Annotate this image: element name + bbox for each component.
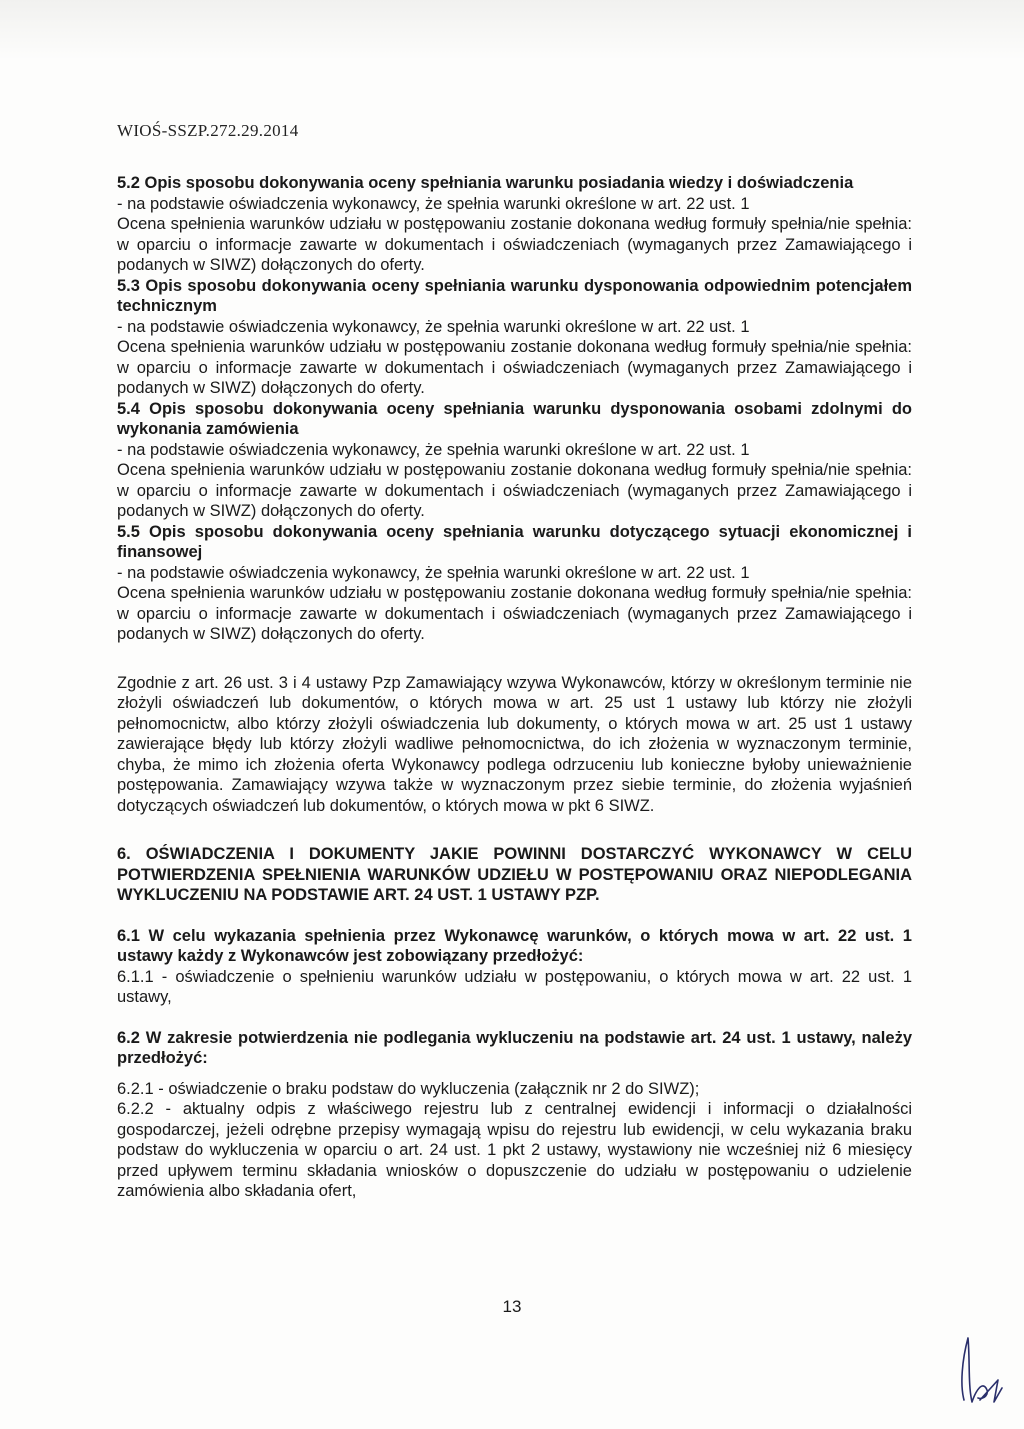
section-6-1-1: 6.1.1 - oświadczenie o spełnieniu warunków udziału w postępowaniu, o których mowa w art. 22 ust. 1 ustawy, [117, 967, 912, 1006]
paragraph-art-26: Zgodnie z art. 26 ust. 3 i 4 ustawy Pzp Zamawiający wzywa Wykonawców, którzy w określonym terminie nie złożyli oświadczeń lub dokumentów, o których mowa w art. 25 ust 1 ustawy lub którzy nie złożyli pełnomocnictw, albo którzy złożyli oświadczenia lub dokumenty, o których mowa w art. 25 ust 1 ustawy zawierające błędy lub którzy złożyli wadliwe pełnomocnictwa, do ich złożenia w wyznaczonym terminie, chyba, że mimo ich złożenia oferta Wykonawcy podlega odrzuceniu lub konieczne byłoby unieważnienie postępowania. Zamawiający wzywa także w wyznaczonym przez siebie terminie, do złożenia wyjaśnień dotyczących oświadczeń lub dokumentów, o których mowa w pkt 6 SIWZ. [117, 673, 912, 815]
section-5-3-basis: - na podstawie oświadczenia wykonawcy, że spełnia warunki określone w art. 22 ust. 1 [117, 317, 750, 336]
scan-shadow [0, 0, 1024, 60]
spacer [117, 816, 912, 844]
spacer [117, 1069, 912, 1079]
section-5-4-title: 5.4 Opis sposobu dokonywania oceny spełniania warunku dysponowania osobami zdolnymi do wykonania zamówienia [117, 399, 912, 438]
section-5-3-assessment: Ocena spełnienia warunków udziału w postępowaniu zostanie dokonana według formuły spełnia/nie spełnia: w oparciu o informacje zawarte w dokumentach i oświadczeniach (wymaganych przez Zamawiającego i podanych w SIWZ) dołączonych do oferty. [117, 338, 912, 397]
section-6-2-1: 6.2.1 - oświadczenie o braku podstaw do wykluczenia (załącznik nr 2 do SIWZ); [117, 1079, 700, 1098]
section-5-4-assessment: Ocena spełnienia warunków udziału w postępowaniu zostanie dokonana według formuły spełnia/nie spełnia: w oparciu o informacje zawarte w dokumentach i oświadczeniach (wymaganych przez Zamawiającego i podanych w SIWZ) dołączonych do oferty. [117, 461, 912, 520]
spacer [117, 906, 912, 926]
section-6-2-2: 6.2.2 - aktualny odpis z właściwego rejestru lub z centralnej ewidencji i informacji o działalności gospodarczej, jeżeli odrębne przepisy wymagają wpisu do rejestru lub ewidencji, w celu wykazania braku podstaw do wykluczenia w oparciu o art. 24 ust. 1 pkt 2 ustawy, wystawiony nie wcześniej niż 6 miesięcy przed upływem terminu składania wniosków o dopuszczenie do udziału w postępowaniu o udzielenie zamówienia albo składania ofert, [117, 1100, 912, 1200]
document-reference: WIOŚ-SSZP.272.29.2014 [117, 121, 299, 140]
spacer [117, 1008, 912, 1028]
section-5-2-assessment: Ocena spełnienia warunków udziału w postępowaniu zostanie dokonana według formuły spełnia/nie spełnia: w oparciu o informacje zawarte w dokumentach i oświadczeniach (wymaganych przez Zamawiającego i podanych w SIWZ) dołączonych do oferty. [117, 215, 912, 274]
document-body [117, 173, 912, 1202]
section-6-1-title: 6.1 W celu wykazania spełnienia przez Wykonawcę warunków, o których mowa w art. 22 ust. 1 ustawy każdy z Wykonawców jest zobowiązany przedłożyć: [117, 926, 912, 965]
spacer [117, 645, 912, 673]
section-5-5-assessment: Ocena spełnienia warunków udziału w postępowaniu zostanie dokonana według formuły spełnia/nie spełnia: w oparciu o informacje zawarte w dokumentach i oświadczeniach (wymaganych przez Zamawiającego i podanych w SIWZ) dołączonych do oferty. [117, 584, 912, 643]
section-5-2-title: 5.2 Opis sposobu dokonywania oceny spełniania warunku posiadania wiedzy i doświadczenia [117, 174, 854, 192]
handwritten-initials-signature [950, 1330, 1010, 1410]
section-5-5-title: 5.5 Opis sposobu dokonywania oceny spełniania warunku dotyczącego sytuacji ekonomicznej i finansowej [117, 522, 912, 561]
section-5-4-basis: - na podstawie oświadczenia wykonawcy, że spełnia warunki określone w art. 22 ust. 1 [117, 440, 750, 459]
section-6-2-title: 6.2 W zakresie potwierdzenia nie podlegania wykluczeniu na podstawie art. 24 ust. 1 ustawy, należy przedłożyć: [117, 1028, 912, 1067]
section-5-3-title: 5.3 Opis sposobu dokonywania oceny spełniania warunku dysponowania odpowiednim potencjałem technicznym [117, 276, 912, 315]
section-6-heading: 6. OŚWIADCZENIA I DOKUMENTY JAKIE POWINNI DOSTARCZYĆ WYKONAWCY W CELU POTWIERDZENIA SPEŁNIENIA WARUNKÓW UDZIEŁU W POSTĘPOWANIU ORAZ NIEPODLEGANIA WYKLUCZENIU NA PODSTAWIE ART. 24 UST. 1 USTAWY PZP. [117, 845, 912, 904]
page-number: 13 [502, 1297, 522, 1316]
section-5-5-basis: - na podstawie oświadczenia wykonawcy, że spełnia warunki określone w art. 22 ust. 1 [117, 563, 750, 582]
section-5-2-basis: - na podstawie oświadczenia wykonawcy, że spełnia warunki określone w art. 22 ust. 1 [117, 194, 750, 213]
